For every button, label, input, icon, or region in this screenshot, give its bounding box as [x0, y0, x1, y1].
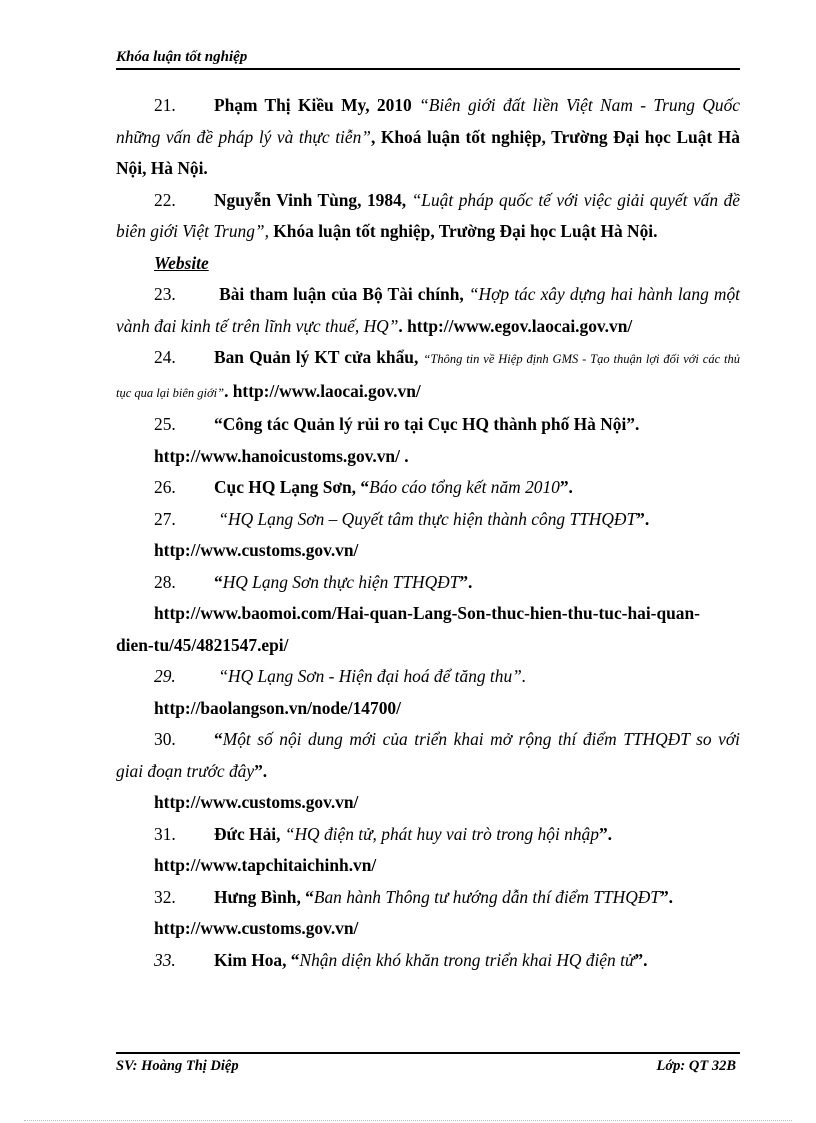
reference-entry-30	[116, 724, 740, 787]
entry-url: http://www.hanoicustoms.gov.vn/ .	[154, 445, 409, 466]
entry-author: “	[214, 571, 223, 592]
entry-author: Phạm Thị Kiều My, 2010	[214, 95, 420, 115]
entry-punct: ”.	[459, 571, 473, 592]
entry-title: Ban hành Thông tư hướng dẫn thí điểm TTHQĐT	[313, 886, 660, 907]
reference-entry-24	[116, 342, 740, 409]
entry-punct: ”.	[634, 949, 648, 970]
entry-number: 21.	[154, 95, 176, 115]
entry-title: “Thông tin về Hiệp định GMS - Tạo thuận lợi đối với các thủ tục qua lại biên giới”	[116, 352, 740, 400]
entry-source: Khóa luận tốt nghiệp, Trường Đại học Luật Hà Nội.	[268, 221, 658, 241]
entry-url: http://www.baomoi.com/Hai-quan-Lang-Son-thuc-hien-thu-tuc-hai-quan-	[154, 603, 700, 623]
reference-entry-27	[116, 504, 740, 536]
entry-url: http://www.customs.gov.vn/	[154, 540, 359, 560]
entry-punct: ”.	[254, 760, 268, 781]
entry-number: 29.	[154, 666, 176, 686]
entry-source: , Khoá luận tốt nghiệp, Trường Đại học Luật Hà Nội, Hà Nội.	[116, 126, 740, 178]
entry-number: 25.	[154, 414, 176, 434]
entry-punct: ”.	[598, 823, 612, 844]
entry-punct: ”.	[636, 508, 650, 529]
entry-author: Cục HQ Lạng Sơn, “	[214, 477, 370, 497]
entry-title: “Biên giới đất liền Việt Nam - Trung Quốc những vấn đề pháp lý và thực tiễn”	[116, 95, 740, 147]
entry-url: http://baolangson.vn/node/14700/	[154, 697, 401, 718]
entry-title: Nhận diện khó khăn trong triển khai HQ điện tử	[299, 949, 635, 970]
entry-number: 28.	[154, 571, 176, 592]
section-heading-website: Website	[154, 252, 209, 273]
reference-entry-25	[116, 409, 740, 441]
entry-url: http://www.tapchitaichinh.vn/	[154, 855, 377, 875]
entry-number: 24.	[154, 347, 176, 367]
reference-entry-28	[116, 567, 740, 599]
entry-title: “HQ Lạng Sơn - Hiện đại hoá để tăng thu”.	[214, 666, 527, 686]
header-rule	[116, 68, 740, 70]
entry-number: 32.	[154, 886, 176, 907]
reference-entry-31	[116, 819, 740, 851]
entry-author: Kim Hoa, “	[214, 949, 300, 970]
entry-title: “HQ điện tử, phát huy vai trò trong hội nhập	[284, 823, 599, 844]
reference-entry-33	[116, 945, 740, 977]
entry-url: . http://www.laocai.gov.vn/	[224, 380, 421, 401]
footer-class: Lớp: QT 32B	[656, 1058, 736, 1074]
footer-rule	[116, 1052, 740, 1054]
reference-list	[116, 90, 740, 976]
entry-author: Bài tham luận của Bộ Tài chính,	[214, 284, 469, 304]
entry-title: “Hợp tác xây dựng hai hành lang một vành đai kinh tế trên lĩnh vực thuế, HQ”	[116, 284, 740, 336]
entry-number: 33.	[154, 949, 176, 970]
entry-author: Ban Quản lý KT cửa khẩu,	[214, 347, 424, 367]
entry-number: 23.	[154, 284, 176, 304]
reference-entry-22	[116, 185, 740, 248]
entry-number: 27.	[154, 508, 176, 529]
reference-entry-29	[116, 661, 740, 693]
header-title: Khóa luận tốt nghiệp	[116, 49, 248, 65]
entry-url-continued: dien-tu/45/4821547.epi/	[116, 634, 289, 655]
reference-entry-23	[116, 279, 740, 342]
entry-title: “Công tác Quản lý rủi ro tại Cục HQ thành phố Hà Nội”.	[214, 414, 640, 434]
entry-title: Một số nội dung mới của triển khai mở rộng thí điểm TTHQĐT so với giai đoạn trước đây	[116, 729, 740, 781]
entry-number: 26.	[154, 477, 176, 497]
entry-number: 30.	[154, 729, 176, 749]
reference-entry-26	[116, 472, 740, 504]
entry-number: 22.	[154, 189, 176, 210]
footer-student-name: SV: Hoàng Thị Diệp	[116, 1058, 239, 1074]
entry-author: Nguyễn Vinh Tùng, 1984,	[214, 189, 412, 210]
entry-title: “HQ Lạng Sơn – Quyết tâm thực hiện thành công TTHQĐT	[218, 508, 637, 529]
entry-punct: ”.	[559, 477, 573, 497]
reference-entry-32	[116, 882, 740, 914]
entry-author: Hưng Bình, “	[214, 886, 314, 907]
entry-author: Đức Hải,	[214, 823, 285, 844]
entry-url: http://www.customs.gov.vn/	[154, 792, 359, 812]
page-break-line	[24, 1120, 792, 1121]
entry-url: http://www.customs.gov.vn/	[154, 918, 359, 938]
reference-entry-21	[116, 90, 740, 185]
entry-number: 31.	[154, 823, 176, 844]
entry-punct: ”.	[659, 886, 674, 907]
entry-url: . http://www.egov.laocai.gov.vn/	[398, 315, 633, 336]
entry-title: Báo cáo tổng kết năm 2010	[369, 477, 560, 497]
entry-author: “	[214, 729, 223, 749]
entry-title: HQ Lạng Sơn thực hiện TTHQĐT	[222, 571, 460, 592]
entry-title: “Luật pháp quốc tế với việc giải quyết vấn đề biên giới Việt Trung”,	[116, 189, 741, 241]
